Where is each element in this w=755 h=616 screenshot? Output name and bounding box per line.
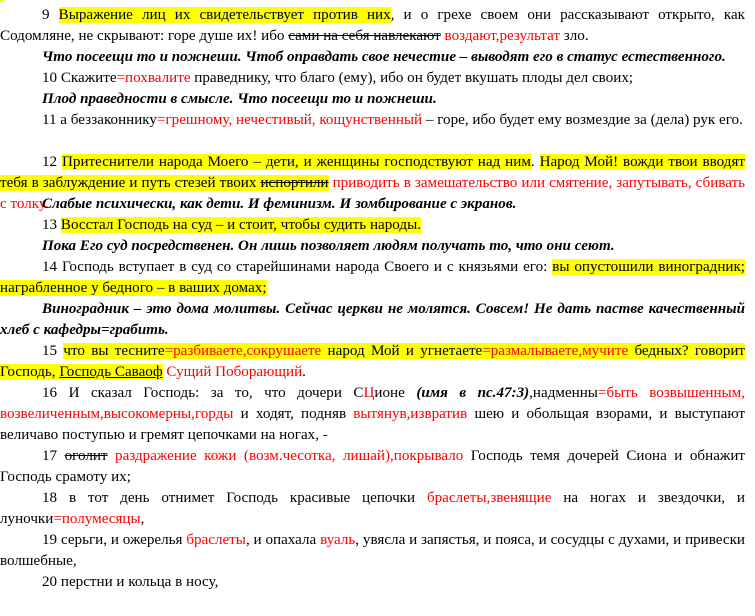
verse-18: 18 в тот день отнимет Господь красивые цепочки браслеты,звенящие на ногах и звездочки, и луночки=полумесяцы, [0, 490, 745, 527]
highlight: бедных? говорит Господь, [0, 343, 746, 380]
strikethrough: сами на себя навлекают [288, 28, 441, 44]
red-note: =похвалите [116, 70, 191, 86]
comment-14: Виноградник – это дома молитвы. Сейчас церкви не молятся. Совсем! Не дать пастве качественный хлеб с кафедры=грабить. [0, 301, 745, 338]
highlight: Притеснители народа Моего – дети, и женщины господствуют над ним [62, 154, 531, 170]
red-note: приводить в замешательство или смятение, запутывать, сбивать с толку. [0, 175, 746, 212]
highlight: вы опустошили виноградник; награбленное у бедного – в ваших домах; [0, 259, 745, 296]
red-note: =быть возвышенным, возвеличенным,высокомерны,горды [0, 385, 745, 422]
verse-13: 13 Восстал Господь на суд – и стоит, чтобы судить народы. [42, 217, 421, 233]
highlight: Восстал Господь на суд – и стоит, чтобы судить народы. [60, 217, 421, 233]
red-note: вуаль [320, 532, 356, 548]
verse-14: 14 Господь вступает в суд со старейшинами народа Своего и с князьями его: вы опустошили виноградник; награбленное у бедного – в ваших домах; [0, 259, 745, 296]
red-note: Сущий Поборающий [162, 364, 303, 380]
underlined-highlight: Господь Саваоф [59, 364, 163, 380]
comment-9: Что посеещи то и пожнеши. Чтоб оправдать свое нечестие – выводят его в статус естественного. [42, 49, 726, 65]
highlight: народ Мой и угнетаете [321, 343, 483, 359]
red-note: =грешному, нечестивый, кощунственный [156, 112, 423, 128]
red-note: браслеты [186, 532, 246, 548]
comment-10: Плод праведности в смысле. Что посеещи то и пожнеши. [42, 91, 437, 107]
verse-20: 20 перстни и кольца в носу, [42, 574, 219, 590]
red-note: браслеты,звенящие [426, 490, 552, 506]
strikethrough: испортили [260, 175, 329, 191]
red-note: =разбиваете,сокрушаете [164, 343, 322, 359]
red-note: вытянув,извратив [353, 406, 468, 422]
comment-13: Пока Его суд посредственен. Он лишь позволяет людям получать то, что они сеют. [42, 238, 615, 254]
verse-9: 9 Выражение лиц их свидетельствует против них, и о грехе своем они рассказывают открыто, как Содомляне, не скрывают: горе душе их! ибо сами на себя навлекают воздают,результат зло. [0, 7, 745, 44]
strikethrough: оголит [64, 448, 108, 464]
italic-note: (имя в пс.47:3) [416, 385, 530, 401]
verse-12: 12 Притеснители народа Моего – дети, и женщины господствуют над ним. Народ Мой! вожди твои вводят тебя в заблуждение и путь стезей твоих испортили приводить в замешательство или смятение, запутывать, сбивать с толку. [0, 154, 746, 212]
red-note: =размалываете,мучите [482, 343, 629, 359]
comment-12: Слабые психически, как дети. И феминизм. И зомбирование с экранов. [42, 196, 517, 212]
highlight: Выражение лиц их свидетельствует против них [58, 7, 391, 23]
verse-17: 17 оголит раздражение кожи (возм.чесотка, лишай),покрывало Господь темя дочерей Сиона и обнажит Господь срамоту их; [0, 448, 745, 485]
red-note: воздают,результат [440, 28, 560, 44]
verse-19: 19 серьги, и ожерелья браслеты, и опахала вуаль, увясла и запястья, и пояса, и сосудцы с духами, и привески волшебные, [0, 532, 745, 569]
highlight: что вы тесните [63, 343, 165, 359]
verse-10: 10 Скажите=похвалите праведнику, что благо (ему), ибо он будет вкушать плоды дел своих; [42, 70, 634, 86]
verse-22 [42, 595, 76, 616]
verse-15: 15 что вы тесните=разбиваете,сокрушаете народ Мой и угнетаете=размалываете,мучите бедных? говорит Господь, Господь Саваоф Сущий Поборающий. [0, 343, 746, 380]
red-note: раздражение кожи (возм.чесотка, лишай),покрывало [107, 448, 464, 464]
verse-16: 16 И сказал Господь: за то, что дочери СЦионе (имя в пс.47:3),надменны=быть возвышенным, возвеличенным,высокомерны,горды и ходят, подняв вытянув,извратив шею и обольщая взорами, и выступают величаво поступью и гремят цепочками на ногах, - [0, 385, 745, 443]
highlight: Народ Мой! вожди твои вводят тебя в заблуждение и путь стезей твоих [0, 154, 745, 191]
verse-11: 11 а беззаконнику=грешному, нечестивый, кощунственный – горе, ибо будет ему возмездие за (дела) рук его. [42, 112, 743, 128]
red-note: =полумесяцы [53, 511, 141, 527]
red-letter: Ц [363, 385, 375, 401]
